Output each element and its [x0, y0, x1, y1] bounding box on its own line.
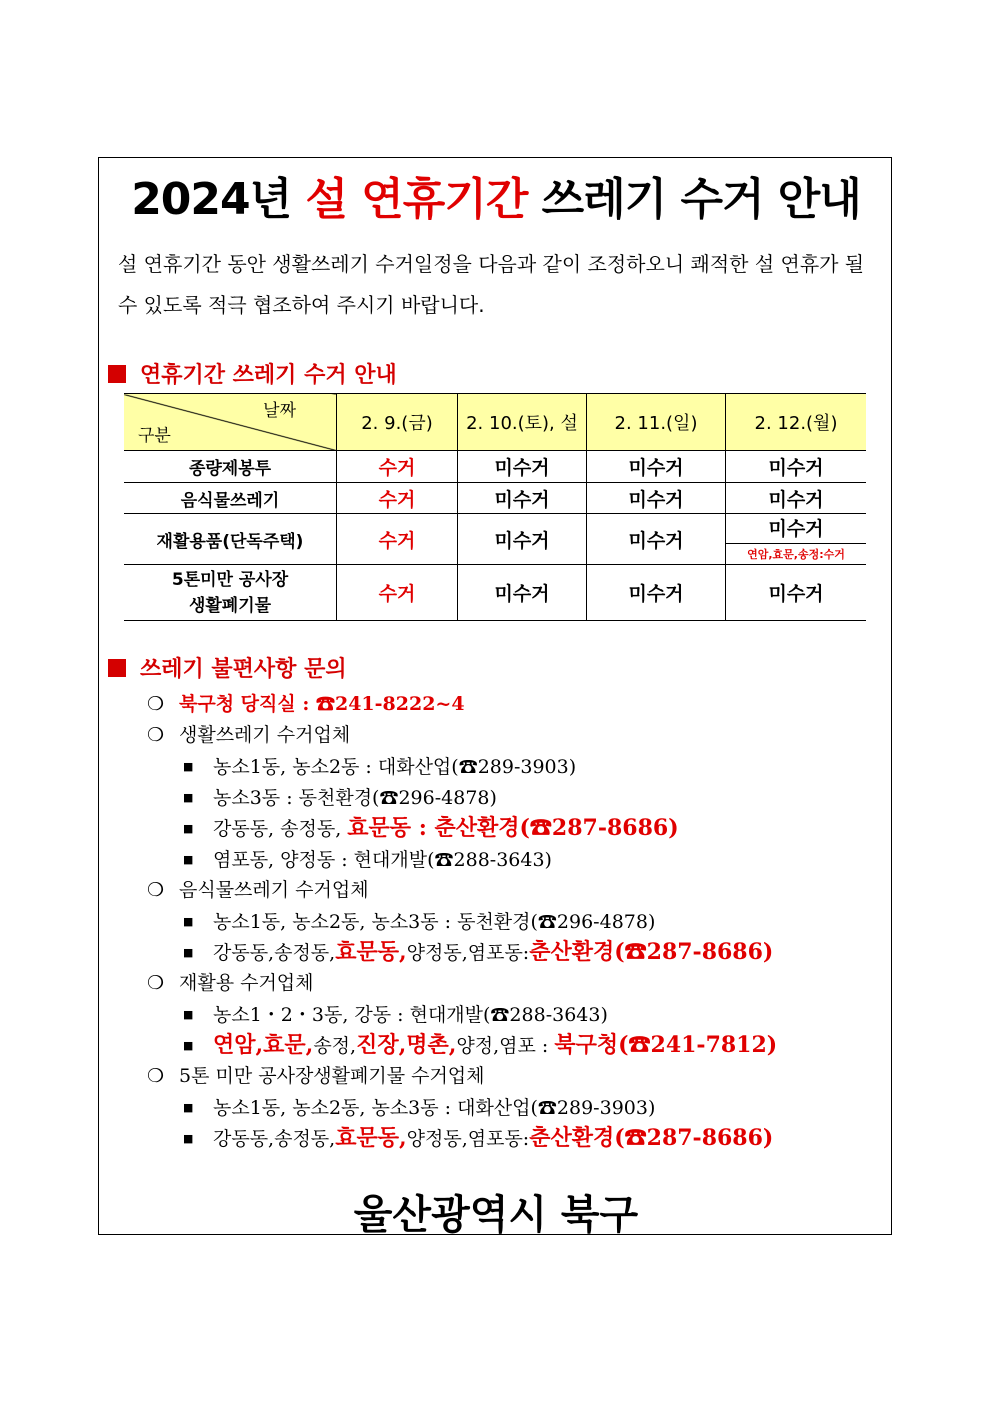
contact-highlight: 춘산환경(☎287-8686) [529, 939, 774, 965]
list-item [147, 906, 887, 937]
contact-entry: 강동동, 송정동, [213, 818, 348, 840]
circle-bullet-icon: ❍ [147, 1065, 165, 1087]
page-title [0, 163, 992, 227]
circle-bullet-icon: ❍ [147, 693, 165, 715]
cell-value: 미수거 [768, 518, 824, 540]
row-label: 재활용품(단독주택) [124, 514, 337, 565]
corner-category-label: 구분 [138, 426, 171, 446]
group-title: 생활쓰레기 수거업체 [179, 724, 351, 746]
square-bullet-icon: ■ [183, 1008, 194, 1021]
corner-date-label: 날짜 [263, 401, 296, 421]
table-cell: 수거 [337, 565, 458, 621]
table-cell: 미수거 [458, 451, 587, 483]
title-highlight: 설 연휴기간 [305, 174, 528, 225]
square-bullet-icon: ■ [183, 760, 194, 773]
date-header: 2. 10.(토), 설 [458, 394, 587, 451]
date-header: 2. 11.(일) [587, 394, 726, 451]
contact-entry: 농소1・2・3동, 강동 : 현대개발(☎288-3643) [213, 1004, 608, 1026]
list-item [147, 1030, 887, 1061]
table-cell: 미수거 [458, 565, 587, 621]
list-item [147, 844, 887, 875]
contact-entry: 강동동,송정동, [213, 942, 336, 964]
cell-note: 연암,효문,송정:수거 [726, 543, 866, 564]
row-label: 종량제봉투 [124, 451, 337, 483]
table-cell: 미수거 [587, 514, 726, 565]
circle-bullet-icon: ❍ [147, 879, 165, 901]
list-item [147, 751, 887, 782]
contact-highlight: 연암,효문, [213, 1032, 314, 1058]
table-header-row [124, 394, 866, 451]
group-title: 음식물쓰레기 수거업체 [179, 879, 369, 901]
table-cell: 미수거 [587, 451, 726, 483]
list-item [147, 968, 887, 999]
row-label-line: 생활폐기물 [188, 595, 272, 616]
duty-office-contact: 북구청 당직실 : ☎241-8222~4 [179, 693, 465, 715]
table-row [124, 451, 866, 483]
contact-highlight: 춘산환경(☎287-8686) [529, 1125, 774, 1151]
contact-entry: 농소1동, 농소2동, 농소3동 : 대화산업(☎289-3903) [213, 1097, 656, 1119]
list-item [147, 1092, 887, 1123]
contact-entry: 농소1동, 농소2동 : 대화산업(☎289-3903) [213, 756, 577, 778]
section-heading-inquiry [108, 652, 347, 683]
list-item [147, 813, 887, 844]
square-bullet-icon: ■ [183, 853, 194, 866]
table-cell: 미수거 [458, 514, 587, 565]
contact-entry: 농소3동 : 동천환경(☎296-4878) [213, 787, 497, 809]
group-title: 재활용 수거업체 [179, 972, 314, 994]
title-rest: 쓰레기 수거 안내 [527, 174, 861, 225]
schedule-table [124, 393, 866, 621]
intro-text: 설 연휴기간 동안 생활쓰레기 수거일정을 다음과 같이 조정하오니 쾌적한 설 연휴가 될 수 있도록 적극 협조하여 주시기 바랍니다. [118, 252, 865, 317]
title-year: 2024년 [131, 174, 306, 225]
square-bullet-icon: ■ [183, 946, 194, 959]
contact-entry: 양정동,염포동: [406, 942, 530, 964]
table-cell: 미수거 [726, 483, 867, 514]
contact-highlight: 효문동 : 춘산환경(☎287-8686) [347, 815, 679, 841]
list-item [147, 782, 887, 813]
list-item [147, 1061, 887, 1092]
date-header: 2. 12.(월) [726, 394, 867, 451]
contact-highlight: 효문동, [335, 1125, 407, 1151]
table-cell: 수거 [337, 451, 458, 483]
table-cell: 미수거 [587, 565, 726, 621]
square-bullet-icon: ■ [183, 822, 194, 835]
contact-entry: 송정, [313, 1035, 357, 1057]
table-row [124, 565, 866, 621]
section-title: 쓰레기 불편사항 문의 [140, 657, 347, 682]
contact-entry: 양정,염포 : [456, 1035, 555, 1057]
table-cell: 미수거 [726, 565, 867, 621]
list-item [147, 1123, 887, 1154]
list-item [147, 875, 887, 906]
square-bullet-icon: ■ [183, 1132, 194, 1145]
list-item [147, 999, 887, 1030]
circle-bullet-icon: ❍ [147, 724, 165, 746]
table-cell: 수거 [337, 514, 458, 565]
list-item [147, 689, 887, 720]
list-item [147, 720, 887, 751]
contact-entry: 강동동,송정동, [213, 1128, 336, 1150]
contact-list [147, 689, 887, 1154]
contact-highlight: 진장,명촌, [356, 1032, 457, 1058]
table-row [124, 514, 866, 565]
table-corner-cell [124, 394, 337, 451]
square-bullet-icon [108, 365, 126, 383]
row-label [124, 565, 337, 621]
square-bullet-icon: ■ [183, 1101, 194, 1114]
contact-entry: 농소1동, 농소2동, 농소3동 : 동천환경(☎296-4878) [213, 911, 656, 933]
contact-highlight: 효문동, [335, 939, 407, 965]
row-label: 음식물쓰레기 [124, 483, 337, 514]
contact-entry: 양정동,염포동: [406, 1128, 530, 1150]
square-bullet-icon: ■ [183, 1039, 194, 1052]
section-heading-schedule [108, 358, 397, 389]
square-bullet-icon: ■ [183, 915, 194, 928]
section-title: 연휴기간 쓰레기 수거 안내 [140, 363, 397, 388]
square-bullet-icon: ■ [183, 791, 194, 804]
table-cell: 미수거 [587, 483, 726, 514]
row-label-line: 5톤미만 공사장 [171, 569, 289, 590]
date-header: 2. 9.(금) [337, 394, 458, 451]
table-cell: 미수거 [726, 451, 867, 483]
list-item [147, 937, 887, 968]
circle-bullet-icon: ❍ [147, 972, 165, 994]
table-cell: 수거 [337, 483, 458, 514]
group-title: 5톤 미만 공사장생활폐기물 수거업체 [179, 1065, 485, 1087]
square-bullet-icon [108, 659, 126, 677]
table-cell: 미수거 [458, 483, 587, 514]
table-cell-with-note [726, 514, 867, 565]
contact-highlight: 북구청(☎241-7812) [554, 1032, 778, 1058]
footer-issuer: 울산광역시 북구 [353, 1192, 639, 1238]
contact-entry: 염포동, 양정동 : 현대개발(☎288-3643) [213, 849, 552, 871]
table-row [124, 483, 866, 514]
